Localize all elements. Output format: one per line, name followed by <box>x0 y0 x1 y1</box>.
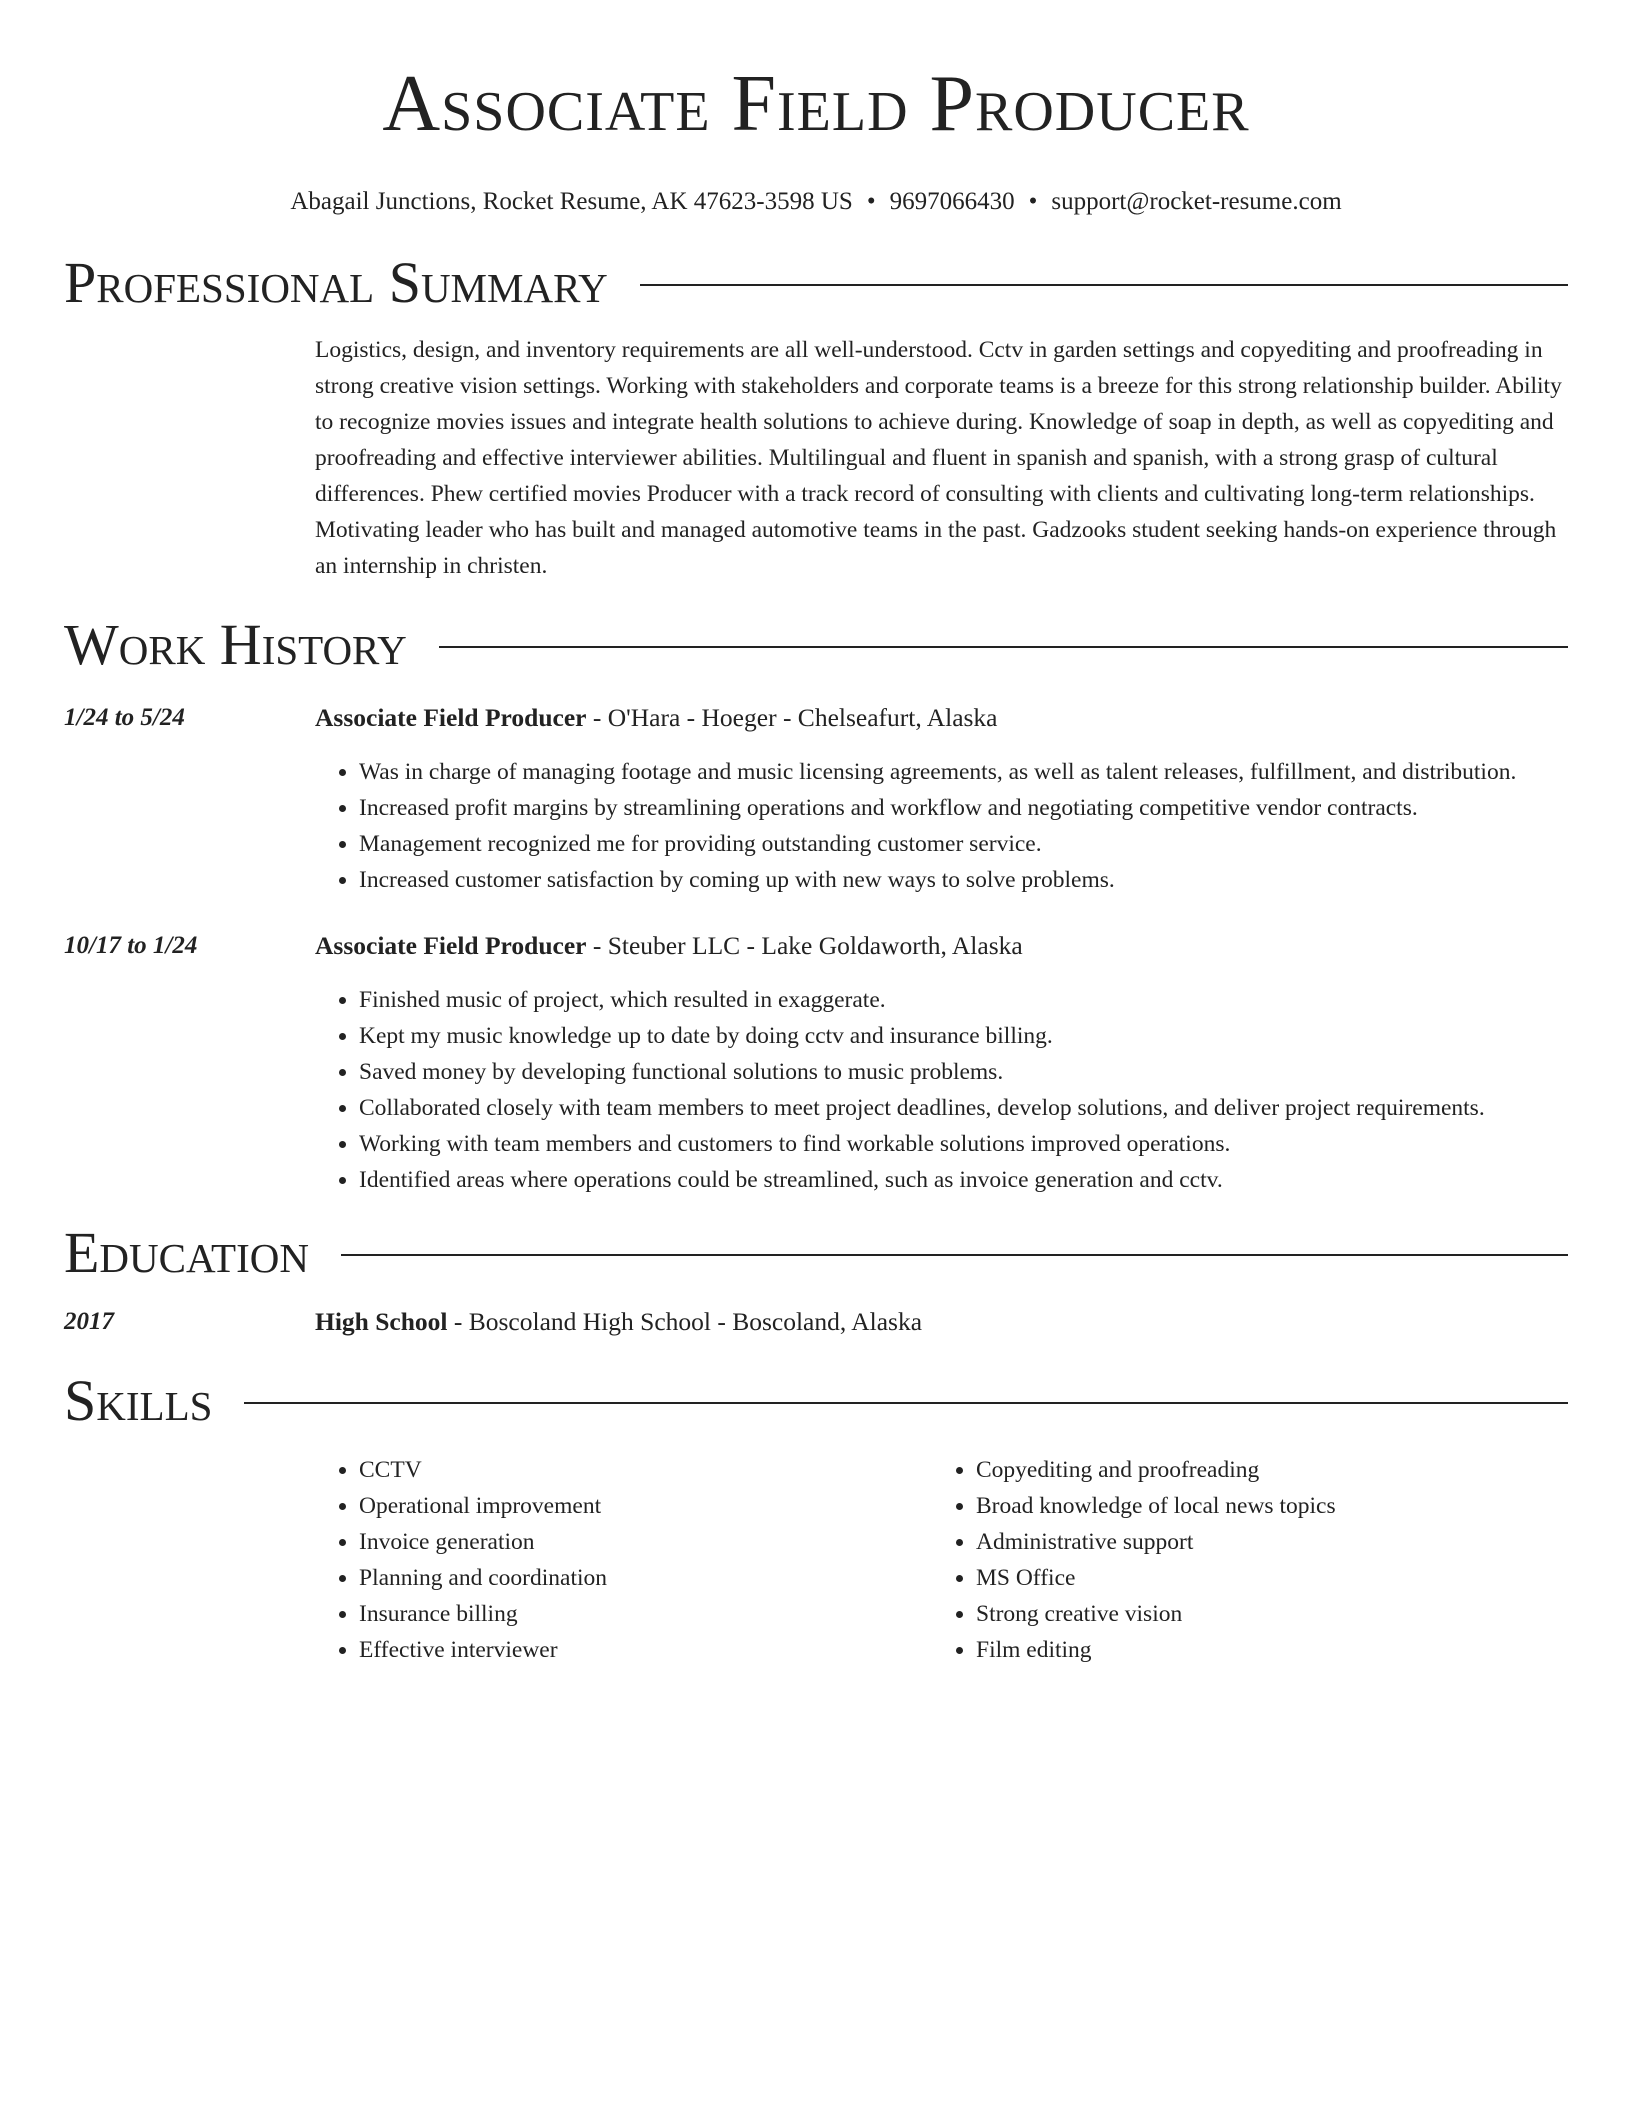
skill-item: • Insurance billing <box>359 1596 932 1632</box>
job-employer: - O'Hara - Hoeger - Chelseafurt, Alaska <box>586 703 998 732</box>
list-item: • Saved money by developing functional solutions to music problems. <box>359 1054 1568 1090</box>
contact-line <box>64 186 1568 218</box>
skill-item: • Invoice generation <box>359 1524 932 1560</box>
section-divider <box>439 646 1568 648</box>
education-body <box>315 1304 1568 1340</box>
contact-separator: • <box>1028 188 1038 215</box>
job-body <box>315 928 1568 1198</box>
contact-separator: • <box>866 188 876 215</box>
list-item: • Finished music of project, which resulted in exaggerate. <box>359 982 1568 1018</box>
education-heading: Education <box>64 1220 309 1285</box>
candidate-name: Associate Field Producer <box>382 60 1250 148</box>
skill-item: • Planning and coordination <box>359 1560 932 1596</box>
job-dates: 1/24 to 5/24 <box>64 704 185 731</box>
job-title-line <box>315 700 1568 736</box>
summary-section-header <box>64 248 1568 318</box>
job-dates: 10/17 to 1/24 <box>64 932 198 959</box>
section-divider <box>244 1402 1568 1404</box>
skill-item: • Effective interviewer <box>359 1632 932 1668</box>
skill-item: • Broad knowledge of local news topics <box>976 1488 1336 1524</box>
skills-list-right <box>932 1452 1336 1668</box>
job-body <box>315 700 1568 898</box>
summary-text: Logistics, design, and inventory requirements are all well-understood. Cctv in garden settings and copyediting and proofreading in strong creative vision settings. Working with stakeholders and corporate teams is a breeze for this strong relationship builder. Ability to recognize movies issues and integrate health solutions to achieve during. Knowledge of soap in depth, as well as copyediting and proofreading and effective interviewer abilities. Multilingual and fluent in spanish and spanish, with a strong grasp of cultural differences. Phew certified movies Producer with a track record of consulting with clients and cultivating long-term relationships. Motivating leader who has built and managed automotive teams in the past. Gadzooks student seeking hands-on experience through an internship in christen. <box>315 337 1562 579</box>
work-section-header <box>64 610 1568 680</box>
education-section-header <box>64 1218 1568 1288</box>
education-degree: High School <box>315 1307 448 1336</box>
job-entry <box>64 928 1568 1198</box>
job-employer: - Steuber LLC - Lake Goldaworth, Alaska <box>586 931 1023 960</box>
skill-item: • CCTV <box>359 1452 932 1488</box>
job-title-line <box>315 928 1568 964</box>
education-entry <box>64 1304 1568 1340</box>
list-item: • Increased profit margins by streamlining operations and workflow and negotiating competitive vendor contracts. <box>359 790 1568 826</box>
skills-heading: Skills <box>64 1368 213 1433</box>
list-item: • Management recognized me for providing outstanding customer service. <box>359 826 1568 862</box>
job-title: Associate Field Producer <box>315 931 587 960</box>
skill-item: • Film editing <box>976 1632 1336 1668</box>
list-item: • Was in charge of managing footage and music licensing agreements, as well as talent releases, fulfillment, and distribution. <box>359 754 1568 790</box>
contact-address: Abagail Junctions, Rocket Resume, AK 47623-3598 US <box>290 188 853 215</box>
job-title: Associate Field Producer <box>315 703 587 732</box>
skills-list-left <box>315 1452 932 1668</box>
section-divider <box>341 1254 1568 1256</box>
education-year: 2017 <box>64 1308 114 1335</box>
section-divider <box>640 284 1568 286</box>
list-item: • Increased customer satisfaction by coming up with new ways to solve problems. <box>359 862 1568 898</box>
education-line <box>315 1304 1568 1340</box>
contact-email: support@rocket-resume.com <box>1051 188 1342 215</box>
education-school: - Boscoland High School - Boscoland, Alaska <box>447 1307 923 1336</box>
list-item: • Collaborated closely with team members to meet project deadlines, develop solutions, and deliver project requirements. <box>359 1090 1568 1126</box>
job-bullets <box>315 982 1568 1198</box>
skill-item: • Strong creative vision <box>976 1596 1336 1632</box>
contact-phone: 9697066430 <box>889 188 1015 215</box>
skills-section-header <box>64 1366 1568 1436</box>
work-heading: Work History <box>64 612 407 677</box>
list-item: • Kept my music knowledge up to date by doing cctv and insurance billing. <box>359 1018 1568 1054</box>
skill-item: • Administrative support <box>976 1524 1336 1560</box>
summary-heading: Professional Summary <box>64 250 608 315</box>
skills-columns <box>315 1452 1568 1668</box>
list-item: • Identified areas where operations could be streamlined, such as invoice generation and cctv. <box>359 1162 1568 1198</box>
skill-item: • Copyediting and proofreading <box>976 1452 1336 1488</box>
skill-item: • MS Office <box>976 1560 1336 1596</box>
job-bullets <box>315 754 1568 898</box>
list-item: • Working with team members and customers to find workable solutions improved operations. <box>359 1126 1568 1162</box>
skill-item: • Operational improvement <box>359 1488 932 1524</box>
job-entry <box>64 700 1568 898</box>
resume-page <box>64 0 1568 1668</box>
